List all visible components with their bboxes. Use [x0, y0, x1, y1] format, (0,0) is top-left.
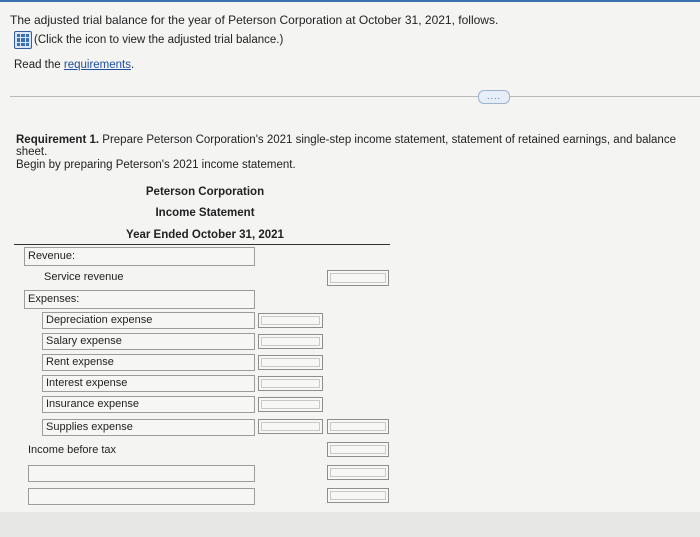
read-prefix: Read the: [14, 59, 64, 71]
expense-row[interactable]: Salary expense: [42, 333, 255, 350]
ellipsis-icon[interactable]: ....: [478, 90, 510, 104]
expense-amount[interactable]: [258, 376, 323, 391]
service-revenue-amount[interactable]: [327, 270, 389, 286]
read-suffix: .: [131, 59, 135, 71]
statement-company: Peterson Corporation: [145, 186, 265, 198]
expense-row[interactable]: Depreciation expense: [42, 312, 255, 329]
trial-balance-row[interactable]: [14, 31, 283, 49]
blank-label-field[interactable]: [28, 465, 255, 482]
expense-amount[interactable]: [258, 334, 323, 349]
statement-period: Year Ended October 31, 2021: [126, 229, 284, 241]
header-rule: [14, 244, 390, 245]
intro-text: The adjusted trial balance for the year of Peterson Corporation at October 31, 2021, follows.: [10, 13, 499, 27]
expense-amount[interactable]: [258, 419, 323, 434]
section-divider: [10, 96, 700, 97]
expense-row[interactable]: Insurance expense: [42, 396, 255, 413]
revenue-label-field[interactable]: Revenue:: [24, 247, 255, 266]
read-requirements-line: [14, 59, 134, 71]
expense-row[interactable]: Supplies expense: [42, 419, 255, 436]
blank-amount-field[interactable]: [327, 465, 389, 480]
income-before-tax-label: Income before tax: [28, 444, 117, 456]
requirements-link[interactable]: requirements: [63, 59, 131, 71]
expenses-label-field[interactable]: Expenses:: [24, 290, 255, 309]
top-accent-line: [0, 0, 700, 2]
spreadsheet-icon[interactable]: [14, 31, 32, 49]
expense-amount[interactable]: [258, 355, 323, 370]
expense-row[interactable]: Interest expense: [42, 375, 255, 392]
expense-amount[interactable]: [258, 397, 323, 412]
total-expenses-amount[interactable]: [327, 419, 389, 434]
blank-amount-field[interactable]: [327, 488, 389, 503]
requirement-body: Prepare Peterson Corporation's 2021 single-step income statement, statement of retained earnings, and balance sheet.: [16, 134, 676, 158]
expense-amount[interactable]: [258, 313, 323, 328]
icon-hint-text: (Click the icon to view the adjusted trial balance.): [34, 34, 284, 46]
expense-row[interactable]: Rent expense: [42, 354, 255, 371]
requirement-label: Requirement 1.: [16, 134, 100, 146]
bottom-band: [0, 512, 700, 537]
requirement-text: [16, 134, 700, 158]
service-revenue-label: Service revenue: [44, 271, 124, 283]
blank-label-field[interactable]: [28, 488, 255, 505]
begin-instruction: Begin by preparing Peterson's 2021 income statement.: [16, 159, 296, 171]
statement-title: Income Statement: [155, 207, 255, 219]
income-before-tax-amount[interactable]: [327, 442, 389, 457]
